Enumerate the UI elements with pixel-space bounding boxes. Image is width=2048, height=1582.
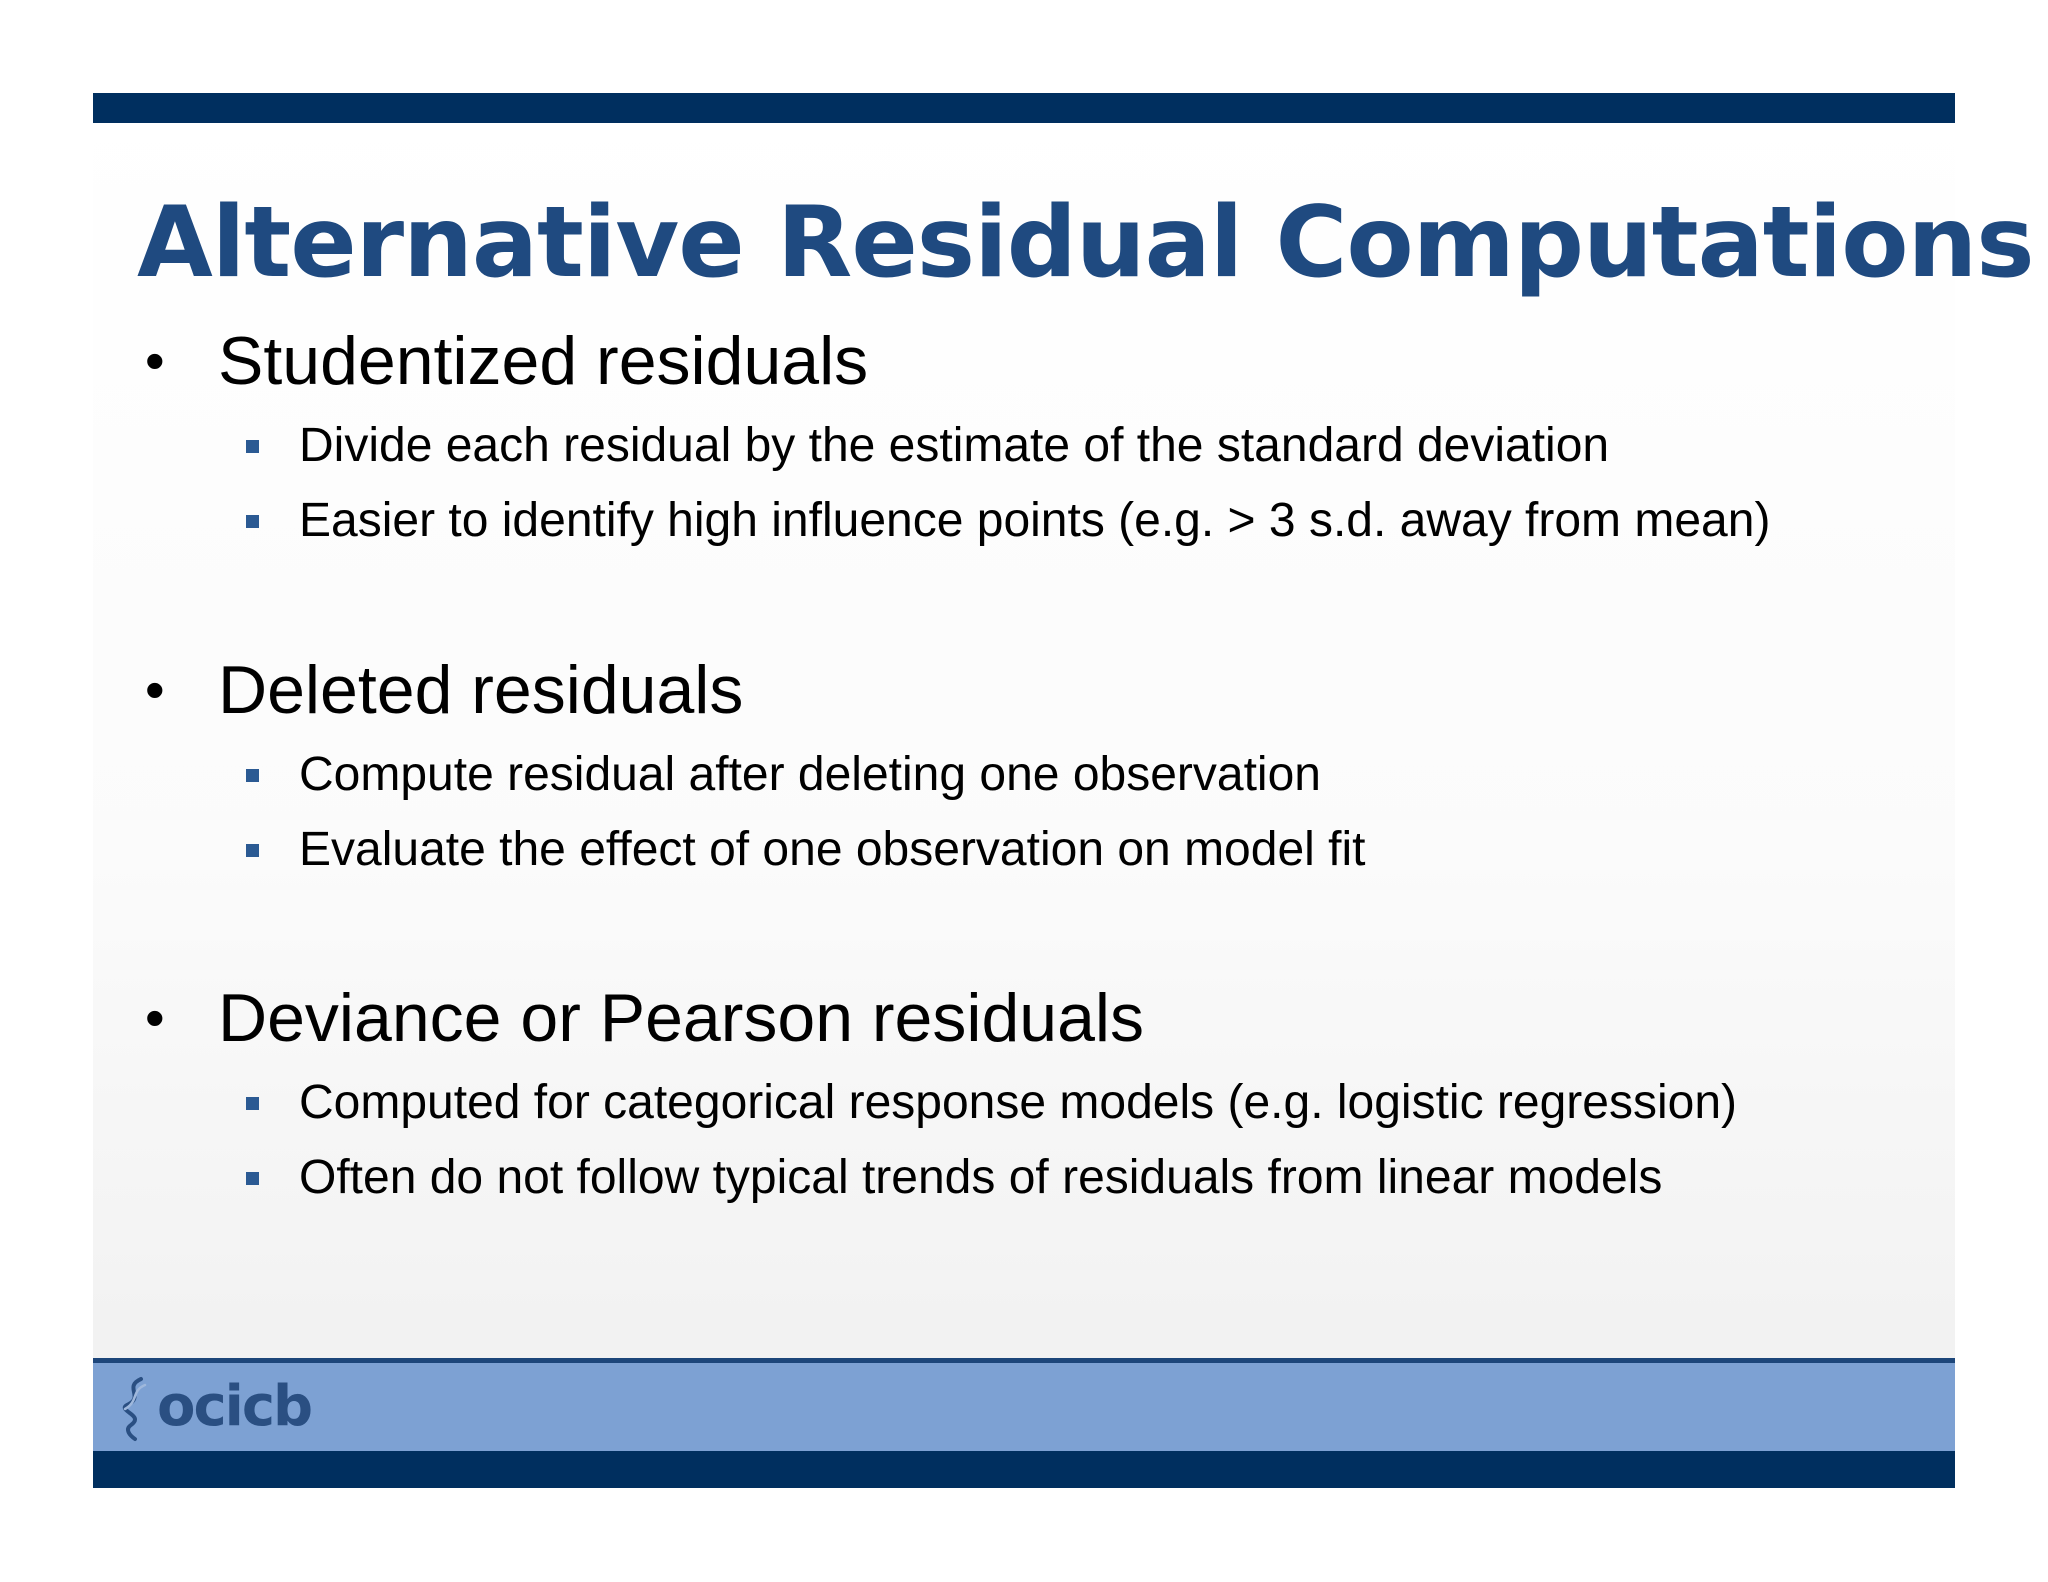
top-header-bar bbox=[93, 93, 1955, 123]
footer-bottom-bar bbox=[93, 1451, 1955, 1488]
bullet-dot-icon: • bbox=[145, 986, 165, 1049]
bullet-heading: Deviance or Pearson residuals bbox=[218, 980, 1145, 1056]
sub-bullet-text: Often do not follow typical trends of residuals from linear models bbox=[299, 1151, 1663, 1204]
slide-title: Alternative Residual Computations bbox=[137, 186, 2034, 300]
bullet-dot-icon: • bbox=[145, 329, 165, 392]
sub-bullet-text: Computed for categorical response models (e.g. logistic regression) bbox=[299, 1076, 1738, 1129]
logo-wordmark: ocicb bbox=[157, 1374, 312, 1439]
sub-bullet-text: Evaluate the effect of one observation on model fit bbox=[299, 823, 1366, 876]
bullet-heading: Deleted residuals bbox=[218, 652, 744, 728]
sub-bullet-item bbox=[93, 1073, 1955, 1133]
square-bullet-icon bbox=[246, 515, 259, 528]
sub-bullet-item bbox=[93, 745, 1955, 805]
footer-logo bbox=[115, 1371, 311, 1443]
sub-bullet-text: Easier to identify high influence points (e.g. > 3 s.d. away from mean) bbox=[299, 494, 1771, 547]
helix-icon bbox=[115, 1371, 155, 1443]
square-bullet-icon bbox=[246, 1097, 259, 1110]
sub-bullet-item bbox=[93, 416, 1955, 476]
sub-bullet-text: Compute residual after deleting one observation bbox=[299, 748, 1321, 801]
square-bullet-icon bbox=[246, 769, 259, 782]
sub-bullet-item bbox=[93, 491, 1955, 551]
bullet-dot-icon: • bbox=[145, 658, 165, 721]
sub-bullet-item bbox=[93, 1148, 1955, 1208]
slide bbox=[93, 93, 2034, 1488]
square-bullet-icon bbox=[246, 1172, 259, 1185]
bullet-heading: Studentized residuals bbox=[218, 323, 869, 399]
sub-bullet-text: Divide each residual by the estimate of the standard deviation bbox=[299, 419, 1610, 472]
bullet-item bbox=[93, 978, 1955, 1058]
square-bullet-icon bbox=[246, 440, 259, 453]
bullet-item bbox=[93, 650, 1955, 730]
footer-band bbox=[93, 1363, 1955, 1451]
sub-bullet-item bbox=[93, 820, 1955, 880]
square-bullet-icon bbox=[246, 844, 259, 857]
bullet-item bbox=[93, 321, 1955, 401]
